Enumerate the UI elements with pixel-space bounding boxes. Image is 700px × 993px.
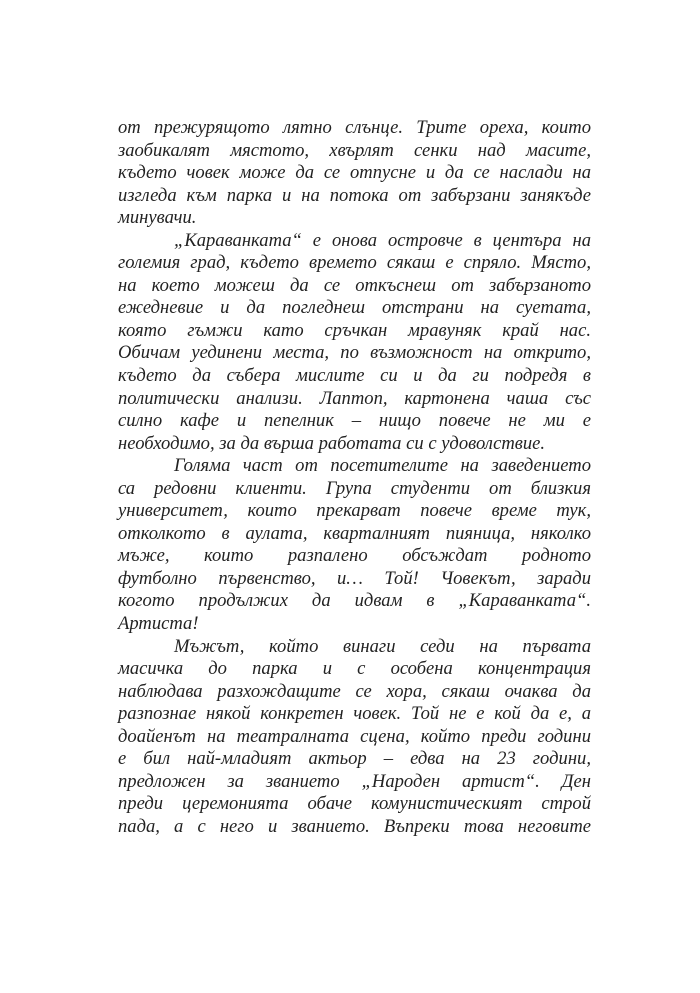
text-line: преди церемонията обаче комунистическият строй: [118, 793, 591, 815]
text-line: заобикалят мястото, хвърлят сенки над масите,: [118, 139, 591, 161]
text-line: на което можеш да се откъснеш от забързаното: [118, 274, 591, 296]
text-line: отколкото в аулата, кварталният пияница, няколко: [118, 522, 591, 544]
text-line: необходимо, за да върша работата си с удоволствие.: [118, 432, 546, 454]
paragraph-first-line: Голяма част от посетителите на заведението: [174, 455, 591, 477]
document-page: [118, 117, 591, 839]
text-line: предложен за званието „Народен артист“. Ден: [118, 770, 591, 792]
text-line: разпознае някой конкретен човек. Той не е кой да е, а: [118, 703, 591, 725]
paragraph-first-line: „Караванката“ е онова островче в центъра на: [174, 229, 591, 251]
text-line: Артиста!: [118, 613, 199, 635]
text-line: където да събера мислите си и да ги подредя в: [118, 365, 591, 387]
text-line: е бил най-младият актьор – едва на 23 години,: [118, 748, 591, 770]
paragraph-first-line: Мъжът, който винаги седи на първата: [174, 635, 591, 657]
text-line: силно кафе и пепелник – нищо повече не ми е: [118, 410, 591, 432]
text-line: където човек може да се отпусне и да се наслади на: [118, 162, 591, 184]
text-line: пада, а с него и званието. Въпреки това неговите: [118, 815, 591, 837]
text-line: мъже, които разпалено обсъждат родното: [118, 545, 591, 567]
text-line: ежедневие и да погледнеш отстрани на суетата,: [118, 297, 591, 319]
text-line: от прежурящото лятно слънце. Трите ореха, които: [118, 117, 591, 138]
text-line: когото продължих да идвам в „Караванката“.: [118, 590, 591, 612]
text-line: Обичам уединени места, по възможност на открито,: [118, 342, 591, 364]
text-line: футболно първенство, и… Той! Човекът, заради: [118, 567, 591, 589]
text-line: големия град, където времето сякаш е спряло. Място,: [118, 252, 591, 274]
text-line: минувачи.: [118, 207, 197, 229]
text-line: изгледа към парка и на потока от забързани занякъде: [118, 184, 591, 206]
text-line: масичка до парка и с особена концентрация: [118, 658, 591, 680]
text-line: университет, които прекарват повече време тук,: [118, 500, 591, 522]
text-line: наблюдава разхождащите се хора, сякаш очаква да: [118, 680, 591, 702]
text-line: която гъмжи като сръчкан мравуняк край нас.: [118, 319, 591, 341]
text-line: са редовни клиенти. Група студенти от близкия: [118, 477, 591, 499]
text-line: политически анализи. Лаптоп, картонена чаша със: [118, 387, 591, 409]
text-line: доайенът на театралната сцена, който преди години: [118, 725, 591, 747]
